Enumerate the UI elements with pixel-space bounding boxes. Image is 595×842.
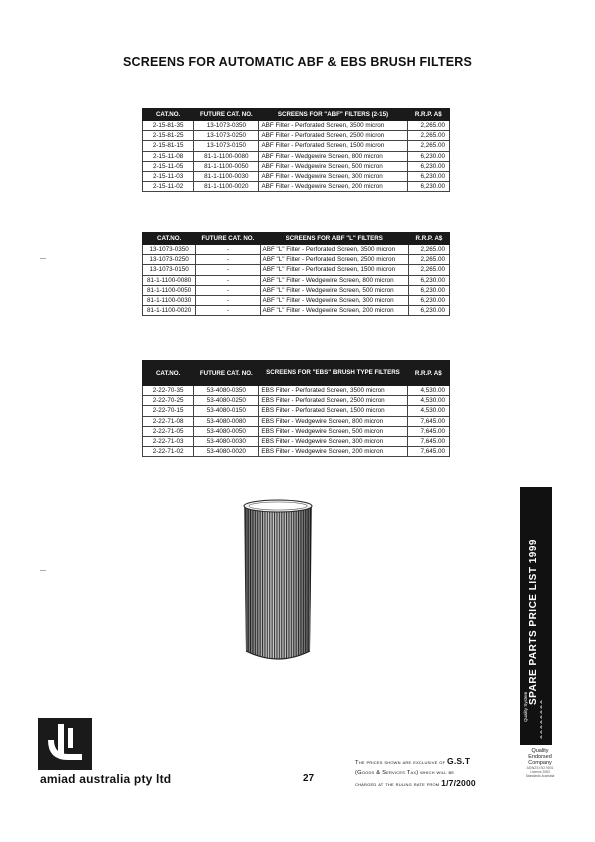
description-cell: EBS Filter - Wedgewire Screen, 500 micron xyxy=(259,426,407,436)
future-cat-no-cell: - xyxy=(196,285,260,295)
description-cell: ABF Filter - Wedgewire Screen, 800 micron xyxy=(259,151,407,161)
cat-no-cell: 2-22-71-03 xyxy=(143,436,194,446)
cat-no-cell: 13-1073-0350 xyxy=(143,245,196,255)
table-row xyxy=(143,436,450,446)
cat-no-cell: 2-22-71-05 xyxy=(143,426,194,436)
col-future-cat-no: FUTURE CAT. NO. xyxy=(194,361,259,386)
spine-title-text: SPARE PARTS PRICE LIST 1999 xyxy=(528,539,539,705)
cat-no-cell: 13-1073-0150 xyxy=(143,265,196,275)
col-rrp: R.R.P. A$ xyxy=(407,109,449,121)
rrp-cell: 7,645.00 xyxy=(407,436,449,446)
quality-endorsed-logo: Quality Endorsed Company AS/NZS ISO 9001 Licence 2083 Standards Australia xyxy=(525,748,555,778)
rrp-cell: 2,265.00 xyxy=(408,265,449,275)
description-cell: EBS Filter - Wedgewire Screen, 200 micron xyxy=(259,447,407,457)
future-cat-no-cell: - xyxy=(196,275,260,285)
description-cell: ABF Filter - Wedgewire Screen, 500 micron xyxy=(259,161,407,171)
future-cat-no-cell: 53-4080-0350 xyxy=(194,386,259,396)
description-cell: EBS Filter - Perforated Screen, 1500 micron xyxy=(259,406,407,416)
future-cat-no-cell: 13-1073-0150 xyxy=(194,141,259,151)
table-row xyxy=(143,416,450,426)
cat-no-cell: 2-15-11-05 xyxy=(143,161,194,171)
table-row xyxy=(143,285,450,295)
page-number: 27 xyxy=(303,773,315,784)
rrp-cell: 4,530.00 xyxy=(407,406,449,416)
col-description: SCREENS FOR "EBS" BRUSH TYPE FILTERS xyxy=(259,361,407,386)
gst-notice: The prices shown are exclusive of G.S.T (Goods & Services Tax) which will be charged at the ruling rate from 1/7/2000 xyxy=(355,756,476,788)
rrp-cell: 6,230.00 xyxy=(407,161,449,171)
description-cell: ABF Filter - Perforated Screen, 1500 micron xyxy=(259,141,407,151)
rrp-cell: 6,230.00 xyxy=(408,306,449,316)
amiad-logo-icon xyxy=(38,718,92,770)
description-cell: EBS Filter - Wedgewire Screen, 800 micron xyxy=(259,416,407,426)
future-cat-no-cell: 53-4080-0150 xyxy=(194,406,259,416)
rrp-cell: 6,230.00 xyxy=(408,295,449,305)
rrp-cell: 7,645.00 xyxy=(407,416,449,426)
future-cat-no-cell: 13-1073-0250 xyxy=(194,131,259,141)
table-row xyxy=(143,306,450,316)
future-cat-no-cell: 53-4080-0050 xyxy=(194,426,259,436)
col-rrp: R.R.P. A$ xyxy=(408,233,449,245)
cat-no-cell: 2-15-81-25 xyxy=(143,131,194,141)
table-row xyxy=(143,151,450,161)
cat-no-cell: 81-1-1100-0030 xyxy=(143,295,196,305)
table-row xyxy=(143,265,450,275)
future-cat-no-cell: 81-1-1100-0020 xyxy=(194,182,259,192)
table-row xyxy=(143,406,450,416)
table-row xyxy=(143,386,450,396)
page-title: SCREENS FOR AUTOMATIC ABF & EBS BRUSH FILTERS xyxy=(122,55,473,69)
cat-no-cell: 2-22-70-25 xyxy=(143,396,194,406)
cat-no-cell: 81-1-1100-0080 xyxy=(143,275,196,285)
rrp-cell: 6,230.00 xyxy=(407,151,449,161)
table-header-row xyxy=(143,109,450,121)
description-cell: ABF Filter - Perforated Screen, 2500 micron xyxy=(259,131,407,141)
table-row xyxy=(143,131,450,141)
description-cell: ABF "L" Filter - Wedgewire Screen, 500 micron xyxy=(260,285,408,295)
chevron-decoration-icon: ‹ ‹ ‹ ‹ ‹ ‹ ‹ ‹ xyxy=(540,699,543,741)
future-cat-no-cell: - xyxy=(196,265,260,275)
rrp-cell: 2,265.00 xyxy=(407,141,449,151)
table-row xyxy=(143,295,450,305)
cat-no-cell: 2-15-11-08 xyxy=(143,151,194,161)
description-cell: EBS Filter - Wedgewire Screen, 300 micron xyxy=(259,436,407,446)
rrp-cell: 6,230.00 xyxy=(408,285,449,295)
scan-mark xyxy=(40,570,46,571)
rrp-cell: 2,265.00 xyxy=(408,255,449,265)
cat-no-cell: 13-1073-0250 xyxy=(143,255,196,265)
cat-no-cell: 2-22-70-35 xyxy=(143,386,194,396)
col-rrp: R.R.P. A$ xyxy=(407,361,449,386)
future-cat-no-cell: - xyxy=(196,245,260,255)
rrp-cell: 4,530.00 xyxy=(407,396,449,406)
future-cat-no-cell: 81-1-1100-0030 xyxy=(194,171,259,181)
table-row xyxy=(143,447,450,457)
cat-no-cell: 81-1-1100-0050 xyxy=(143,285,196,295)
col-description: SCREENS FOR ABF "L" FILTERS xyxy=(260,233,408,245)
table-row xyxy=(143,426,450,436)
table-row xyxy=(143,121,450,131)
description-cell: ABF "L" Filter - Perforated Screen, 1500 micron xyxy=(260,265,408,275)
rrp-cell: 4,530.00 xyxy=(407,386,449,396)
cat-no-cell: 2-15-11-03 xyxy=(143,171,194,181)
table-header-row xyxy=(143,233,450,245)
table-row xyxy=(143,182,450,192)
wedgewire-screen-cylinder-icon xyxy=(238,495,318,665)
cat-no-cell: 2-22-71-02 xyxy=(143,447,194,457)
col-cat-no: CAT.NO. xyxy=(143,361,194,386)
abf-screens-table xyxy=(142,108,450,192)
future-cat-no-cell: 53-4080-0080 xyxy=(194,416,259,426)
rrp-cell: 2,265.00 xyxy=(408,245,449,255)
description-cell: ABF "L" Filter - Wedgewire Screen, 800 micron xyxy=(260,275,408,285)
rrp-cell: 6,230.00 xyxy=(407,171,449,181)
col-cat-no: CAT.NO. xyxy=(143,233,196,245)
abf-l-screens-table xyxy=(142,232,450,316)
description-cell: EBS Filter - Perforated Screen, 2500 micron xyxy=(259,396,407,406)
rrp-cell: 2,265.00 xyxy=(407,121,449,131)
cat-no-cell: 2-15-11-02 xyxy=(143,182,194,192)
col-future-cat-no: FUTURE CAT. NO. xyxy=(196,233,260,245)
description-cell: ABF "L" Filter - Perforated Screen, 3500 micron xyxy=(260,245,408,255)
table-header-row xyxy=(143,361,450,386)
description-cell: ABF "L" Filter - Wedgewire Screen, 200 micron xyxy=(260,306,408,316)
description-cell: ABF Filter - Perforated Screen, 3500 micron xyxy=(259,121,407,131)
rrp-cell: 7,645.00 xyxy=(407,426,449,436)
table-row xyxy=(143,255,450,265)
table-row xyxy=(143,161,450,171)
abf-table-body xyxy=(143,121,450,192)
description-cell: ABF Filter - Wedgewire Screen, 200 micron xyxy=(259,182,407,192)
col-description: SCREENS FOR "ABF" FILTERS (2-15) xyxy=(259,109,407,121)
description-cell: ABF "L" Filter - Perforated Screen, 2500 micron xyxy=(260,255,408,265)
future-cat-no-cell: - xyxy=(196,306,260,316)
table-row xyxy=(143,171,450,181)
rrp-cell: 2,265.00 xyxy=(407,131,449,141)
ebs-table-body xyxy=(143,386,450,457)
rrp-cell: 7,645.00 xyxy=(407,447,449,457)
future-cat-no-cell: 81-1-1100-0050 xyxy=(194,161,259,171)
future-cat-no-cell: 53-4080-0020 xyxy=(194,447,259,457)
table-row xyxy=(143,141,450,151)
future-cat-no-cell: - xyxy=(196,255,260,265)
abf-l-table-body xyxy=(143,245,450,316)
table-row xyxy=(143,396,450,406)
future-cat-no-cell: 53-4080-0250 xyxy=(194,396,259,406)
description-cell: EBS Filter - Perforated Screen, 3500 micron xyxy=(259,386,407,396)
description-cell: ABF "L" Filter - Wedgewire Screen, 300 micron xyxy=(260,295,408,305)
table-row xyxy=(143,245,450,255)
rrp-cell: 6,230.00 xyxy=(407,182,449,192)
company-name: amiad australia pty ltd xyxy=(40,772,172,786)
future-cat-no-cell: 81-1-1100-0080 xyxy=(194,151,259,161)
scan-mark xyxy=(40,258,46,259)
rrp-cell: 6,230.00 xyxy=(408,275,449,285)
col-future-cat-no: FUTURE CAT. NO. xyxy=(194,109,259,121)
cat-no-cell: 2-15-81-15 xyxy=(143,141,194,151)
cat-no-cell: 81-1-1100-0020 xyxy=(143,306,196,316)
description-cell: ABF Filter - Wedgewire Screen, 300 micron xyxy=(259,171,407,181)
future-cat-no-cell: 13-1073-0350 xyxy=(194,121,259,131)
cat-no-cell: 2-22-71-08 xyxy=(143,416,194,426)
col-cat-no: CAT.NO. xyxy=(143,109,194,121)
future-cat-no-cell: - xyxy=(196,295,260,305)
future-cat-no-cell: 53-4080-0030 xyxy=(194,436,259,446)
table-row xyxy=(143,275,450,285)
ebs-screens-table xyxy=(142,360,450,457)
cat-no-cell: 2-15-81-35 xyxy=(143,121,194,131)
cat-no-cell: 2-22-70-15 xyxy=(143,406,194,416)
